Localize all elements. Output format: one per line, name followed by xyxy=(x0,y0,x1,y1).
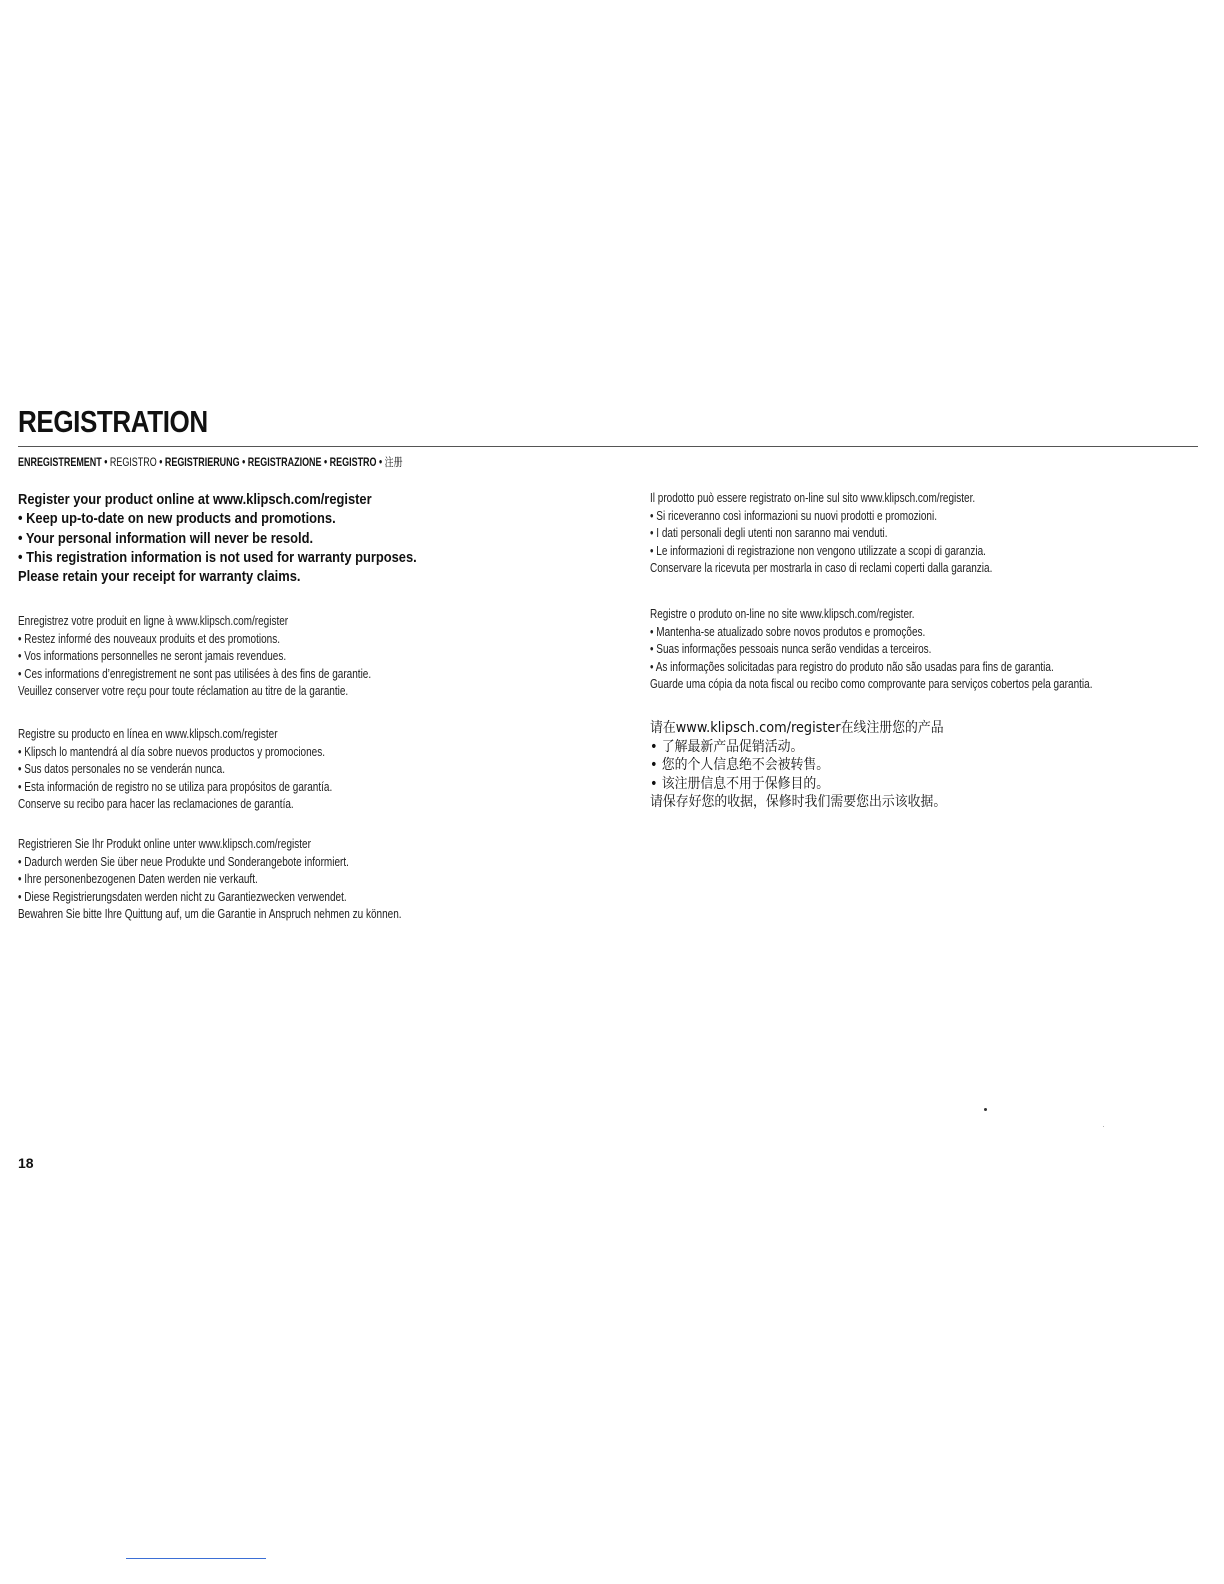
section-german xyxy=(18,836,402,924)
blue-underline xyxy=(126,1558,266,1559)
section-line: • Le informazioni di registrazione non vengono utilizzate a scopi di garanzia. xyxy=(650,543,986,558)
section-line: Register your product online at www.klipsch.com/register xyxy=(18,491,372,508)
subtitle-item-fr: ENREGISTREMENT xyxy=(18,457,102,469)
subtitle-item-zh: 注册 xyxy=(384,457,403,469)
section-line: Conserve su recibo para hacer las reclamaciones de garantía. xyxy=(18,797,294,811)
subtitle-separator: • xyxy=(324,457,328,469)
section-line: Veuillez conserver votre reçu pour toute réclamation au titre de la garantie. xyxy=(18,684,349,698)
subtitle-item-es: REGISTRO xyxy=(109,457,157,469)
section-line: 请在www.klipsch.com/register在线注册您的产品 xyxy=(650,720,944,736)
section-portuguese xyxy=(650,606,1092,694)
subtitle-separator: • xyxy=(242,457,246,469)
section-line: • Keep up-to-date on new products and promotions. xyxy=(18,510,336,528)
section-line: Registre su producto en línea en www.klipsch.com/register xyxy=(18,727,278,741)
section-line: Conservare la ricevuta per mostrarla in caso di reclami coperti dalla garanzia. xyxy=(650,561,993,575)
subtitle-item-it: REGISTRAZIONE xyxy=(247,457,322,469)
subtitle-separator: • xyxy=(159,457,163,469)
section-spanish xyxy=(18,726,332,814)
section-line: • Vos informations personnelles ne seront jamais revendues. xyxy=(18,649,287,663)
section-line: Guarde uma cópia da nota fiscal ou recibo como comprovante para serviços cobertos pela garantia. xyxy=(650,677,1093,691)
section-line: • Restez informé des nouveaux produits et des promotions. xyxy=(18,631,280,646)
section-line: • Dadurch werden Sie über neue Produkte und Sonderangebote informiert. xyxy=(18,854,349,869)
page-number: 18 xyxy=(18,1155,34,1171)
section-line: Registrieren Sie Ihr Produkt online unter www.klipsch.com/register xyxy=(18,837,311,851)
section-line: • Diese Registrierungsdaten werden nicht zu Garantiezwecken verwendet. xyxy=(18,889,347,904)
subtitle-separator: • xyxy=(104,457,108,469)
section-chinese xyxy=(650,719,946,812)
section-line: • Ces informations d’enregistrement ne sont pas utilisées à des fins de garantie. xyxy=(18,666,372,681)
section-line: • As informações solicitadas para registro do produto não são usadas para fins de garantia. xyxy=(650,659,1054,674)
section-line: • I dati personali degli utenti non saranno mai venduti. xyxy=(650,526,888,540)
section-line: • Sus datos personales no se venderán nunca. xyxy=(18,762,225,776)
section-line: Registre o produto on-line no site www.klipsch.com/register. xyxy=(650,607,915,621)
section-line: • 了解最新产品促销活动。 xyxy=(650,738,804,755)
section-italian xyxy=(650,490,992,578)
language-subtitle xyxy=(18,454,403,470)
subtitle-item-de: REGISTRIERUNG xyxy=(164,457,240,469)
section-line: • Si riceveranno così informazioni su nuovi prodotti e promozioni. xyxy=(650,508,937,523)
section-line: • 您的个人信息绝不会被转售。 xyxy=(650,757,830,773)
section-line: Enregistrez votre produit en ligne à www.klipsch.com/register xyxy=(18,614,289,628)
section-french xyxy=(18,613,371,701)
title-divider xyxy=(18,446,1198,447)
section-line: • Ihre personenbezogenen Daten werden nie verkauft. xyxy=(18,872,258,886)
scan-speck xyxy=(1103,1126,1104,1127)
subtitle-separator: • xyxy=(379,457,383,469)
section-line: • Klipsch lo mantendrá al día sobre nuevos productos y promociones. xyxy=(18,744,326,759)
section-line: • Mantenha-se atualizado sobre novos produtos e promoções. xyxy=(650,624,926,639)
page-title: REGISTRATION xyxy=(18,404,208,439)
section-line: • Your personal information will never be resold. xyxy=(18,529,314,547)
section-line: Please retain your receipt for warranty claims. xyxy=(18,568,301,586)
section-line: • Suas informações pessoais nunca serão vendidas a terceiros. xyxy=(650,642,932,656)
scan-speck xyxy=(984,1108,987,1111)
section-line: Bewahren Sie bitte Ihre Quittung auf, um die Garantie in Anspruch nehmen zu können. xyxy=(18,907,402,921)
section-line: • 该注册信息不用于保修目的。 xyxy=(650,775,830,792)
section-english xyxy=(18,490,417,586)
section-line: • This registration information is not used for warranty purposes. xyxy=(18,548,417,566)
section-line: 请保存好您的收据，保修时我们需要您出示该收据。 xyxy=(650,794,947,810)
section-line: Il prodotto può essere registrato on-line sul sito www.klipsch.com/register. xyxy=(650,491,976,505)
subtitle-item-pt: REGISTRO xyxy=(329,457,377,469)
section-line: • Esta información de registro no se utiliza para propósitos de garantía. xyxy=(18,779,333,794)
